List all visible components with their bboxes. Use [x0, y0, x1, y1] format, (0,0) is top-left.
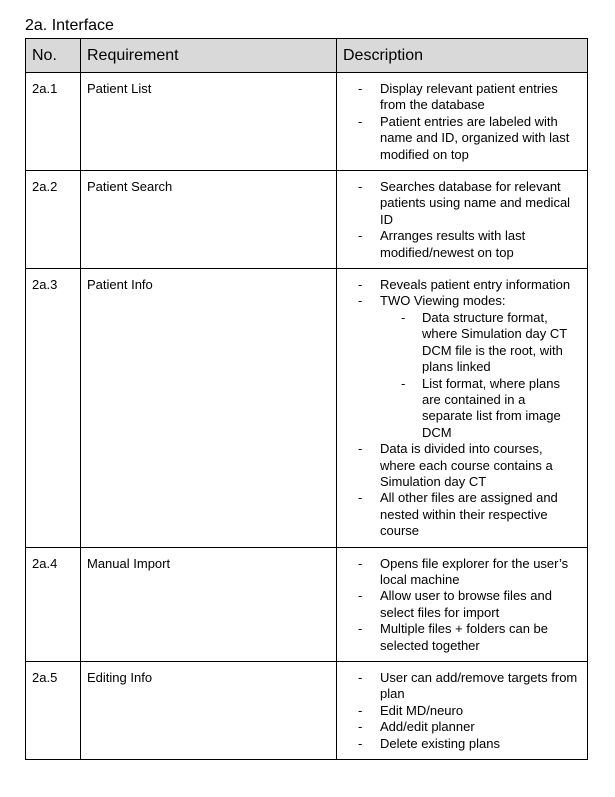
description-text: Arranges results with last modified/newest on top: [380, 228, 526, 260]
dash-bullet: -: [358, 621, 363, 637]
description-item: [343, 179, 581, 228]
dash-bullet: -: [358, 293, 363, 309]
description-item: [343, 719, 581, 735]
description-list: [343, 81, 581, 163]
description-item: [343, 114, 581, 163]
dash-bullet: -: [358, 113, 363, 129]
table-row: [26, 547, 588, 661]
row-requirement: Manual Import: [81, 547, 337, 661]
description-item: [343, 441, 581, 490]
description-sublist: [380, 310, 579, 441]
row-requirement: Editing Info: [81, 662, 337, 760]
dash-bullet: -: [358, 179, 363, 195]
row-description: [337, 269, 588, 548]
header-requirement: Requirement: [81, 39, 337, 73]
header-no: No.: [26, 39, 81, 73]
table-row: [26, 269, 588, 548]
table-header-row: [26, 39, 588, 73]
dash-bullet: -: [358, 441, 363, 457]
description-item: [343, 621, 581, 654]
row-requirement: Patient List: [81, 73, 337, 171]
description-text: Searches database for relevant patients using name and medical ID: [380, 179, 571, 227]
description-text: Delete existing plans: [380, 735, 500, 751]
description-subitem: [380, 310, 579, 376]
description-list: [343, 670, 581, 752]
description-list: [343, 179, 581, 261]
row-number: 2a.4: [26, 547, 81, 661]
description-text: Opens file explorer for the user’s local machine: [380, 555, 569, 587]
row-number: 2a.2: [26, 171, 81, 269]
table-row: [26, 73, 588, 171]
dash-bullet: -: [358, 719, 363, 735]
row-description: [337, 73, 588, 171]
description-text: Display relevant patient entries from the database: [380, 81, 558, 113]
description-text: Multiple files + folders can be selected together: [380, 621, 549, 653]
description-text: Allow user to browse files and select files for import: [380, 588, 552, 620]
description-list: [343, 556, 581, 654]
description-item: [343, 703, 581, 719]
description-item: [343, 228, 581, 261]
description-text: Patient entries are labeled with name and ID, organized with last modified on top: [380, 113, 570, 162]
description-text: User can add/remove targets from plan: [380, 670, 578, 702]
table-row: [26, 171, 588, 269]
description-subtext: Data structure format, where Simulation day CT DCM file is the root, with plans linked: [422, 309, 567, 375]
table-row: [26, 662, 588, 760]
header-description: Description: [337, 39, 588, 73]
section-heading: 2a. Interface: [25, 17, 114, 34]
row-requirement: Patient Info: [81, 269, 337, 548]
row-number: 2a.5: [26, 662, 81, 760]
description-item: [343, 670, 581, 703]
description-item: [343, 588, 581, 621]
description-item: [343, 293, 581, 441]
description-item: [343, 277, 581, 293]
dash-bullet: -: [358, 228, 363, 244]
description-item: [343, 490, 581, 539]
dash-bullet: -: [358, 277, 363, 293]
dash-bullet: -: [401, 375, 406, 391]
dash-bullet: -: [401, 309, 406, 325]
description-item: [343, 736, 581, 752]
dash-bullet: -: [358, 735, 363, 751]
dash-bullet: -: [358, 670, 363, 685]
description-text: All other files are assigned and nested within their respective course: [380, 490, 558, 539]
row-requirement: Patient Search: [81, 171, 337, 269]
description-item: [343, 556, 581, 589]
description-subtext: List format, where plans are contained in a separate list from image DCM: [422, 375, 561, 440]
description-text: Reveals patient entry information: [380, 277, 571, 293]
description-list: [343, 277, 581, 540]
row-description: [337, 662, 588, 760]
description-subitem: [380, 376, 579, 442]
row-description: [337, 171, 588, 269]
description-text: TWO Viewing modes:: [380, 293, 506, 309]
requirements-table: [25, 38, 588, 760]
row-description: [337, 547, 588, 661]
dash-bullet: -: [358, 702, 363, 718]
dash-bullet: -: [358, 555, 363, 571]
description-text: Edit MD/neuro: [380, 702, 464, 718]
dash-bullet: -: [358, 588, 363, 604]
description-item: [343, 81, 581, 114]
description-text: Data is divided into courses, where each course contains a Simulation day CT: [380, 441, 553, 489]
dash-bullet: -: [358, 81, 363, 96]
description-text: Add/edit planner: [380, 719, 475, 735]
row-number: 2a.3: [26, 269, 81, 548]
dash-bullet: -: [358, 490, 363, 506]
row-number: 2a.1: [26, 73, 81, 171]
